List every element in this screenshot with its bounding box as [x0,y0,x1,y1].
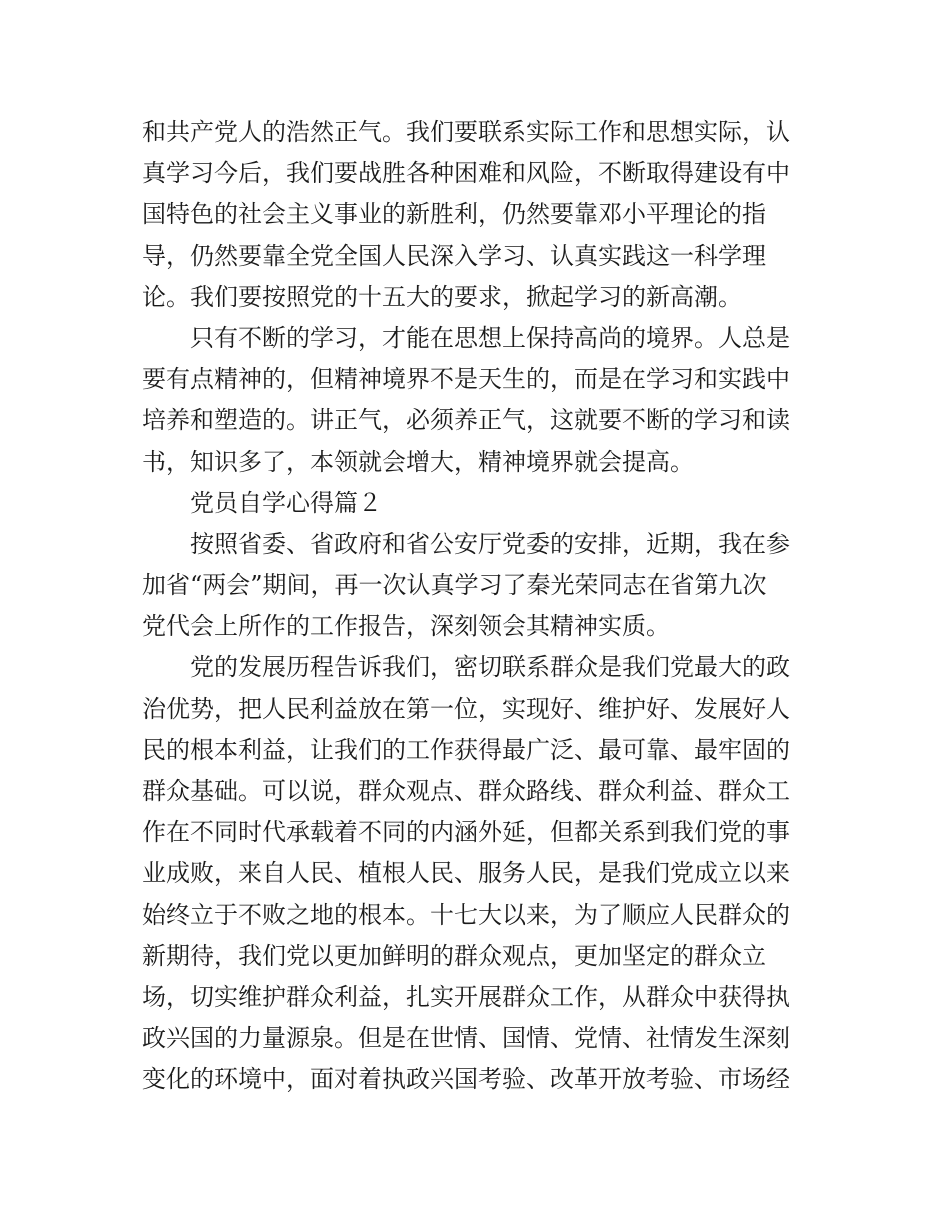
text-line: 业成败，来自人民、植根人民、服务人民，是我们党成立以来 [142,859,790,888]
text-line: 书，知识多了，本领就会增大，精神境界就会提高。 [142,447,694,476]
text-line: 群众基础。可以说，群众观点、群众路线、群众利益、群众工 [142,777,790,805]
text-line: 加省“两会”期间，再一次认真学习了秦光荣同志在省第九次 [142,571,767,600]
text-line: 党代会上所作的工作报告，深刻领会其精神实质。 [142,612,670,641]
text-line: 和共产党人的浩然正气。我们要联系实际工作和思想实际，认 [142,118,790,146]
text-line: 培养和塑造的。讲正气，必须养正气，这就要不断的学习和读 [142,406,790,435]
text-line: 始终立于不败之地的根本。十七大以来，为了顺应人民群众的 [142,900,790,929]
text-line: 作在不同时代承载着不同的内涵外延，但都关系到我们党的事 [142,818,790,847]
text-line: 民的根本利益，让我们的工作获得最广泛、最可靠、最牢固的 [142,735,790,764]
section-heading: 党员自学心得篇２ [190,488,382,517]
paragraph-first-line: 只有不断的学习，才能在思想上保持高尚的境界。人总是 [190,323,790,352]
paragraph-first-line: 按照省委、省政府和省公安厅党委的安排，近期，我在参 [190,529,790,558]
text-line: 场，切实维护群众利益，扎实开展群众工作，从群众中获得执 [142,982,790,1011]
text-line: 国特色的社会主义事业的新胜利，仍然要靠邓小平理论的指 [142,200,766,229]
text-line: 变化的环境中，面对着执政兴国考验、改革开放考验、市场经 [142,1065,790,1094]
text-line: 政兴国的力量源泉。但是在世情、国情、党情、社情发生深刻 [142,1024,790,1053]
text-line: 要有点精神的，但精神境界不是天生的，而是在学习和实践中 [142,365,790,394]
text-line: 论。我们要按照党的十五大的要求，掀起学习的新高潮。 [142,282,742,311]
text-line: 真学习今后，我们要战胜各种困难和风险，不断取得建设有中 [142,159,790,188]
paragraph-first-line: 党的发展历程告诉我们，密切联系群众是我们党最大的政 [190,653,790,682]
document-body [142,112,814,1101]
text-line: 导，仍然要靠全党全国人民深入学习、认真实践这一科学理 [142,241,766,270]
text-line: 治优势，把人民利益放在第一位，实现好、维护好、发展好人 [142,694,790,723]
text-line: 新期待，我们党以更加鲜明的群众观点，更加坚定的群众立 [142,941,766,970]
